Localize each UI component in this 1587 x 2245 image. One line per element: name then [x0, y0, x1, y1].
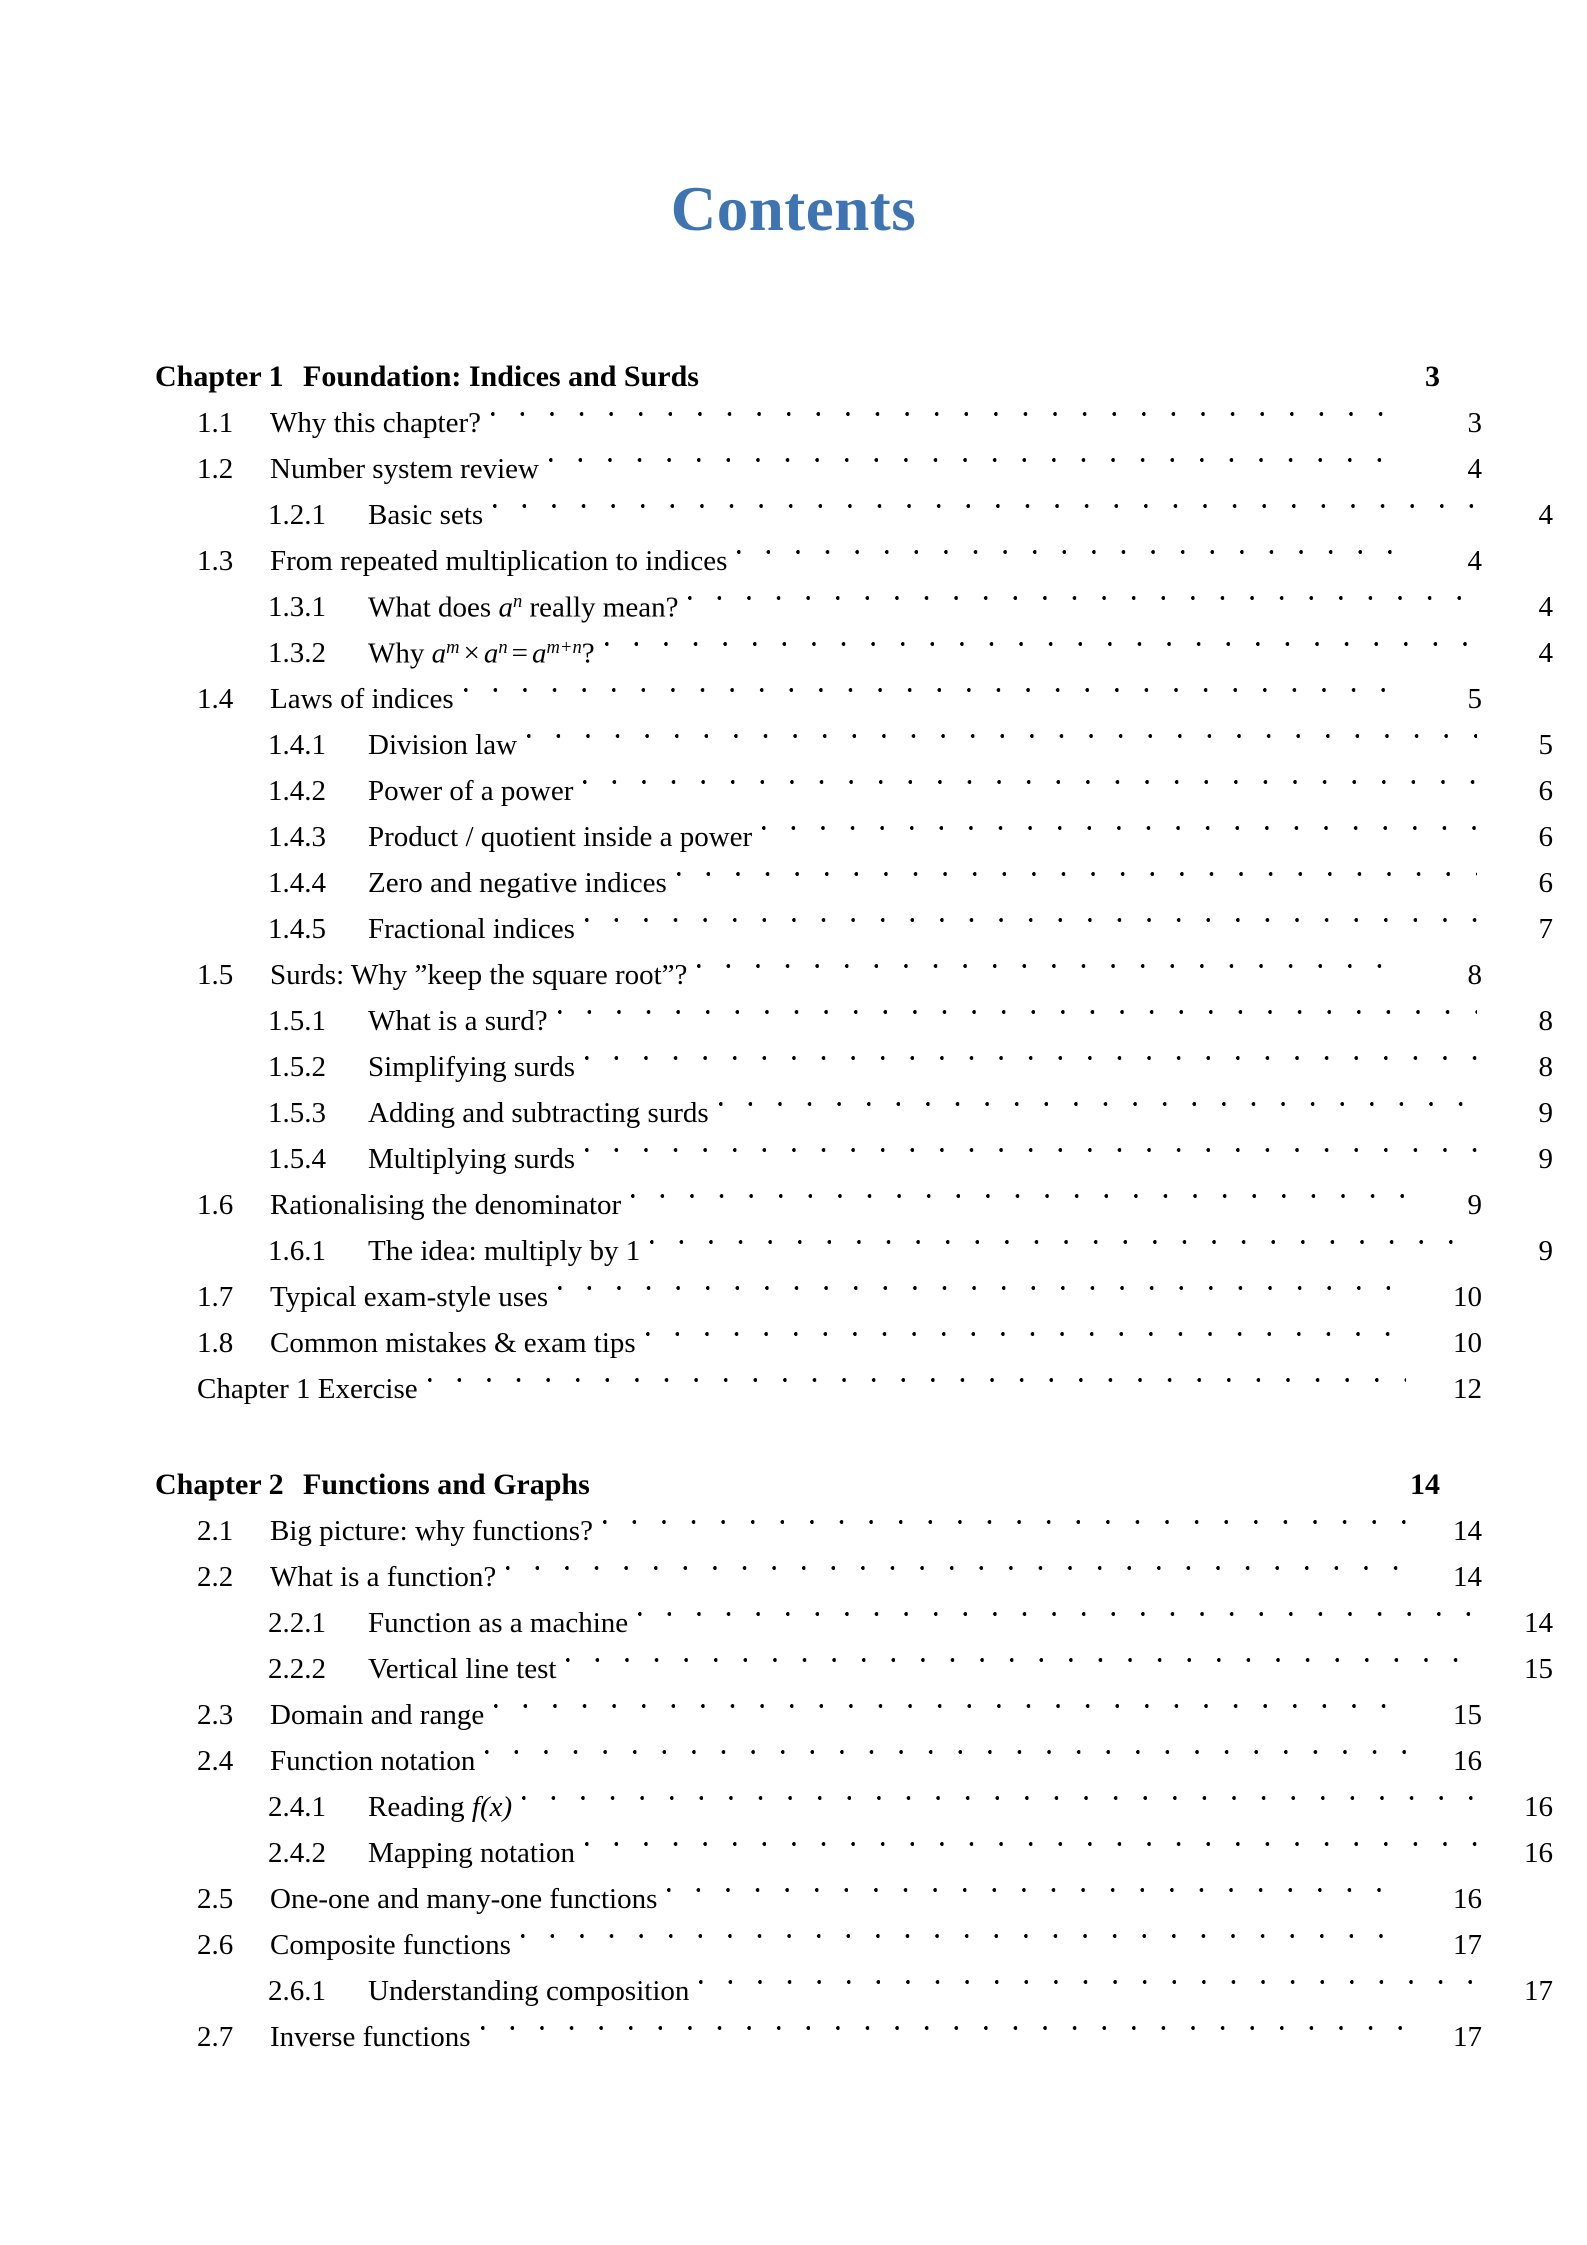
toc-entry-title: Fractional indices [368, 913, 575, 945]
toc-entry-page-number: 5 [1467, 683, 1482, 715]
toc-entry-page-number: 12 [1453, 1373, 1482, 1405]
dot-leader [485, 1724, 1406, 1770]
toc-entry-title: One-one and many-one functions [270, 1883, 658, 1915]
dot-leader [646, 1306, 1406, 1352]
toc-entry-page-number: 6 [1538, 821, 1553, 853]
toc-entry-title: Chapter 1 Exercise [197, 1373, 418, 1405]
dot-leader [719, 1076, 1477, 1122]
toc-entry-page-number: 8 [1538, 1051, 1553, 1083]
dot-leader [522, 1770, 1477, 1816]
dot-leader [521, 1908, 1406, 1954]
toc-entry-page-number: 10 [1453, 1281, 1482, 1313]
toc-entry-number: 1.8 [197, 1327, 234, 1359]
toc-entry-number: 1.3 [197, 545, 234, 577]
toc-entry-title: The idea: multiply by 1 [368, 1235, 641, 1267]
toc-entry-title: Simplifying surds [368, 1051, 576, 1083]
toc-entry-title: Common mistakes & exam tips [270, 1327, 636, 1359]
dot-leader [428, 1352, 1406, 1398]
toc-entry-number: 2.3 [197, 1699, 234, 1731]
dot-leader [558, 1260, 1406, 1306]
toc-entry-title: Function notation [270, 1745, 476, 1777]
dot-leader [737, 524, 1406, 570]
dot-leader [494, 1678, 1406, 1724]
toc-entry-page-number: 4 [1538, 499, 1553, 531]
toc-entry-page-number: 4 [1538, 591, 1553, 623]
toc-entry-chapter[interactable] [155, 340, 1440, 393]
dot-leader [590, 1448, 1364, 1494]
toc-entry-number: 1.5 [197, 959, 234, 991]
toc-entry-title: Composite functions [270, 1929, 511, 1961]
toc-entry-page-number: 8 [1538, 1005, 1553, 1037]
dot-leader [697, 938, 1406, 984]
toc-entry-number: 1.3.2 [268, 637, 326, 669]
toc-entry-number: 2.5 [197, 1883, 234, 1915]
toc-entry-title: Domain and range [270, 1699, 485, 1731]
toc-entry-number: 1.4.5 [268, 913, 326, 945]
toc-entry-number: 2.7 [197, 2021, 234, 2053]
toc-entry-title: Product / quotient inside a power [368, 821, 753, 853]
toc-entry-title: Vertical line test [368, 1653, 557, 1685]
toc-entry-number: 1.4.2 [268, 775, 326, 807]
dot-leader [506, 1540, 1406, 1586]
dot-leader [603, 1494, 1406, 1540]
toc-entry-title: What is a surd? [368, 1005, 548, 1037]
toc-entry-page-number: 17 [1524, 1975, 1553, 2007]
toc-entry-number: 1.3.1 [268, 591, 326, 623]
toc-entry-title: What does $a^n$ really mean? [368, 590, 679, 623]
toc-entry-number: 2.2 [197, 1561, 234, 1593]
toc-entry-number: 2.4.1 [268, 1791, 326, 1823]
toc-entry-title: Mapping notation [368, 1837, 576, 1869]
toc-entry-title: Why this chapter? [270, 407, 481, 439]
toc-entry-page-number: 8 [1467, 959, 1482, 991]
toc-entry-chapter[interactable] [155, 1448, 1440, 1501]
toc-entry-number: 2.2.1 [268, 1607, 326, 1639]
toc-entry-title: Adding and subtracting surds [368, 1097, 709, 1129]
toc-entry-page-number: 15 [1453, 1699, 1482, 1731]
toc-entry-number: 1.2 [197, 453, 234, 485]
toc-entry-title: Why $a^m \times a^n = a^{m+n}$? [368, 636, 595, 669]
toc-entry-title: Division law [368, 729, 518, 761]
dot-leader [631, 1168, 1406, 1214]
toc-entry-title: Inverse functions [270, 2021, 471, 2053]
dot-leader [762, 800, 1477, 846]
toc-entry-number: 2.6 [197, 1929, 234, 1961]
toc-entry-page-number: 9 [1538, 1097, 1553, 1129]
toc-entry-page-number: 14 [1453, 1515, 1482, 1547]
toc-entry-title: Foundation: Indices and Surds [303, 360, 699, 393]
toc-entry-title: Big picture: why functions? [270, 1515, 593, 1547]
toc-entry-number: 1.7 [197, 1281, 234, 1313]
toc-entry-page-number: 9 [1538, 1235, 1553, 1267]
dot-leader [566, 1632, 1477, 1678]
toc-entry-page-number: 3 [1425, 360, 1440, 393]
toc-entry-title: Understanding composition [368, 1975, 690, 2007]
toc-entry-page-number: 14 [1453, 1561, 1482, 1593]
toc-entry-number: 2.4 [197, 1745, 234, 1777]
table-of-contents [155, 340, 1553, 2053]
toc-entry-page-number: 4 [1467, 545, 1482, 577]
toc-entry-page-number: 16 [1524, 1837, 1553, 1869]
dot-leader [585, 1030, 1477, 1076]
toc-entry-number: 2.4.2 [268, 1837, 326, 1869]
toc-entry-number: 1.5.3 [268, 1097, 326, 1129]
toc-entry-number: Chapter 1 [155, 360, 284, 393]
dot-leader [605, 616, 1477, 662]
dot-leader [464, 662, 1406, 708]
toc-entry-number: 1.5.1 [268, 1005, 326, 1037]
toc-entry-page-number: 9 [1467, 1189, 1482, 1221]
dot-leader [638, 1586, 1477, 1632]
toc-entry-number: 1.6 [197, 1189, 234, 1221]
toc-entry-title: Power of a power [368, 775, 574, 807]
toc-entry-page-number: 16 [1453, 1745, 1482, 1777]
dot-leader [481, 2000, 1406, 2046]
dot-leader [491, 386, 1406, 432]
dot-leader [585, 1122, 1477, 1168]
dot-leader [699, 340, 1364, 386]
toc-entry-title: Functions and Graphs [303, 1468, 590, 1501]
toc-entry-number: 1.4 [197, 683, 234, 715]
toc-entry-number: 1.4.1 [268, 729, 326, 761]
toc-entry-page-number: 6 [1538, 867, 1553, 899]
dot-leader [667, 1862, 1406, 1908]
toc-entry-page-number: 9 [1538, 1143, 1553, 1175]
toc-entry-page-number: 7 [1538, 913, 1553, 945]
toc-entry-number: 1.5.4 [268, 1143, 326, 1175]
toc-entry-title: Number system review [270, 453, 539, 485]
toc-entry-number: 1.4.4 [268, 867, 326, 899]
toc-entry-number: 1.6.1 [268, 1235, 326, 1267]
dot-leader [650, 1214, 1477, 1260]
toc-entry-number: Chapter 2 [155, 1468, 284, 1501]
toc-entry-title: Surds: Why ”keep the square root”? [270, 959, 688, 991]
toc-entry-number: 1.4.3 [268, 821, 326, 853]
toc-entry-title: Zero and negative indices [368, 867, 667, 899]
toc-entry-title: Function as a machine [368, 1607, 629, 1639]
toc-entry-page-number: 14 [1524, 1607, 1553, 1639]
dot-leader [585, 892, 1477, 938]
toc-entry-number: 1.5.2 [268, 1051, 326, 1083]
toc-entry-page-number: 3 [1467, 407, 1482, 439]
toc-entry-title: Basic sets [368, 499, 484, 531]
dot-leader [585, 1816, 1477, 1862]
toc-entry-number: 2.2.2 [268, 1653, 326, 1685]
dot-leader [549, 432, 1406, 478]
toc-entry-title: What is a function? [270, 1561, 497, 1593]
dot-leader [527, 708, 1477, 754]
dot-leader [699, 1954, 1477, 2000]
toc-entry-page-number: 4 [1538, 637, 1553, 669]
toc-entry-page-number: 16 [1453, 1883, 1482, 1915]
toc-entry-title: Multiplying surds [368, 1143, 576, 1175]
toc-entry-page-number: 5 [1538, 729, 1553, 761]
dot-leader [677, 846, 1477, 892]
toc-entry-title: Laws of indices [270, 683, 454, 715]
toc-entry-page-number: 10 [1453, 1327, 1482, 1359]
toc-entry-number: 2.1 [197, 1515, 234, 1547]
toc-entry-page-number: 14 [1410, 1468, 1440, 1501]
toc-entry-title: Rationalising the denominator [270, 1189, 622, 1221]
toc-entry-page-number: 4 [1467, 453, 1482, 485]
toc-entry-page-number: 16 [1524, 1791, 1553, 1823]
toc-entry-title: Typical exam-style uses [270, 1281, 549, 1313]
toc-entry-page-number: 15 [1524, 1653, 1553, 1685]
page-title: Contents [670, 174, 917, 244]
toc-entry-number: 2.6.1 [268, 1975, 326, 2007]
toc-entry-page-number: 17 [1453, 1929, 1482, 1961]
dot-leader [493, 478, 1477, 524]
toc-entry-page-number: 6 [1538, 775, 1553, 807]
dot-leader [558, 984, 1477, 1030]
toc-entry-title: Reading f(x) [368, 1791, 513, 1823]
toc-entry-title: From repeated multiplication to indices [270, 545, 728, 577]
dot-leader [583, 754, 1477, 800]
toc-entry-page-number: 17 [1453, 2021, 1482, 2053]
toc-entry-number: 1.1 [197, 407, 234, 439]
toc-entry-number: 1.2.1 [268, 499, 326, 531]
dot-leader [688, 570, 1477, 616]
